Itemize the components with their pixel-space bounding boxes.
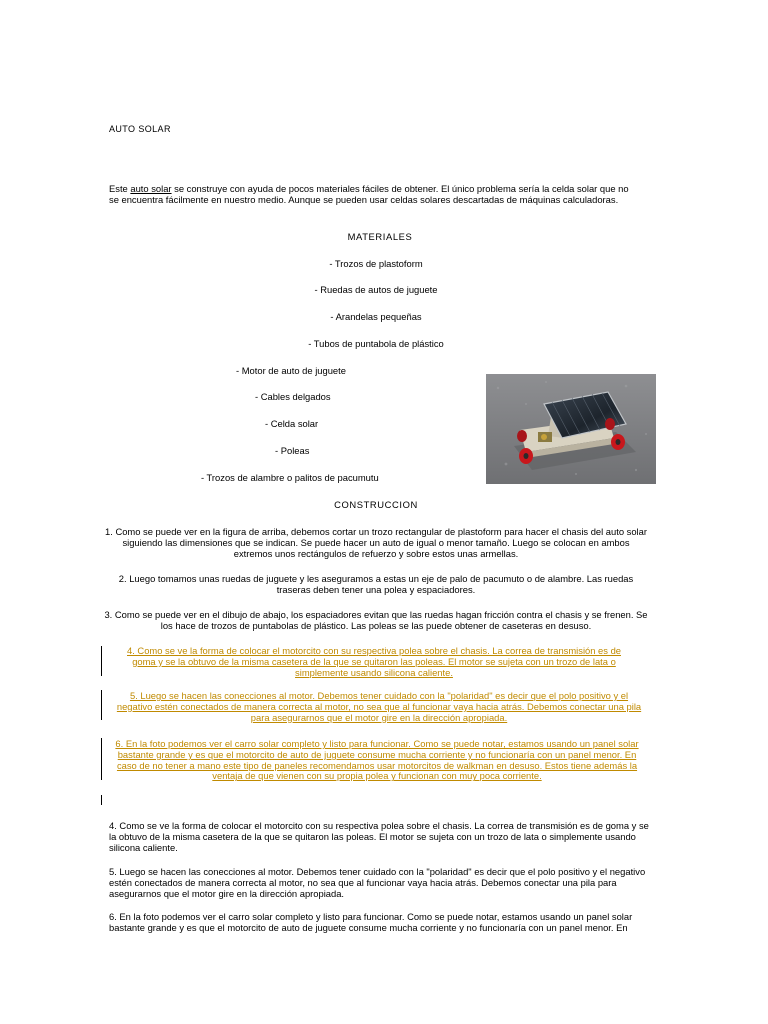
material-item: - Tubos de puntabola de plástico [308,338,444,349]
intro-paragraph [109,184,639,206]
material-item: - Cables delgados [255,391,331,402]
construccion-heading: CONSTRUCCION [334,499,418,510]
step-4: 4. Como se ve la forma de colocar el motorcito con su respectiva polea sobre el chasis. La correa de transmisión es de goma y se la obtuvo de la misma casetera de la que se quitaron las poleas. El motor se sujeta con un trozo de lata o simplemente usando silicona caliente. [109,820,649,853]
change-bar [101,690,102,720]
material-item: - Poleas [275,445,310,456]
material-item: - Trozos de alambre o palitos de pacumutu [201,472,379,483]
materiales-heading: MATERIALES [347,231,413,242]
intro-rest: se construye con ayuda de pocos materiales fáciles de obtener. El único problema sería la celda solar que no se encuentra fácilmente en nuestro medio. Aunque se pueden usar celdas solares descartadas de máquinas calculadoras. [109,183,629,205]
step-6-link[interactable]: 6. En la foto podemos ver el carro solar completo y listo para funcionar. Como se puede notar, estamos usando un panel solar bastante grande y es que el motorcito de auto de juguete consume mucha corriente y no funcionaría con un panel menor. En caso de no tener a mano este tipo de paneles recomendamos usar motorcitos de walkman en desuso. Estos tiene además la ventaja de que vienen con su propia polea y funcionan con muy poca corriente. [115,738,639,782]
step-5-link[interactable]: 5. Luego se hacen las conecciones al motor. Debemos tener cuidado con la "polaridad" es decir que el polo positivo y el negativo estén conectados de manera correcta al motor, no sea que al funcionar vaya hacia atrás. Debemos conectar una pila para asegurarnos que el motor gire en la dirección apropiada. [116,690,642,723]
step-1: 1. Como se puede ver en la figura de arriba, debemos cortar un trozo rectangular de plastoform para hacer el chasis del auto solar siguiendo las dimensiones que se indican. Se puede hacer un auto de igual o menor tamaño. Luego se colocan en ambos extremos unos rectángulos de refuerzo y sobre estos unas armellas. [105,526,647,559]
step-2: 2. Luego tomamos unas ruedas de juguete y les aseguramos a estas un eje de palo de pacumuto o de alambre. Las ruedas traseras deben tener una polea y espaciadores. [118,573,634,595]
auto-solar-link[interactable]: auto solar [130,183,172,194]
material-item: - Arandelas pequeñas [330,311,422,322]
step-4-link[interactable]: 4. Como se ve la forma de colocar el motorcito con su respectiva polea sobre el chasis. La correa de transmisión es de goma y se la obtuvo de la misma casetera de la que se quitaron las poleas. El motor se sujeta con un trozo de lata o simplemente usando silicona caliente. [127,645,621,678]
material-item: - Motor de auto de juguete [236,365,346,376]
change-bar [101,646,102,676]
step-3: 3. Como se puede ver en el dibujo de abajo, los espaciadores evitan que las ruedas hagan fricción contra el chasis y se frenen. Se los hace de trozos de puntabolas de plástico. Las poleas se las puede obtener de caseteras en desuso. [104,609,648,631]
step-5: 5. Luego se hacen las conecciones al motor. Debemos tener cuidado con la "polaridad" es decir que el polo positivo y el negativo estén conectados de manera correcta al motor, no sea que al funcionar vaya hacia atrás. Debemos conectar una pila para asegurarnos que el motor gire en la dirección apropiada. [109,866,646,899]
change-bar [101,795,102,805]
page-title: AUTO SOLAR [109,124,171,134]
change-bar [101,738,102,780]
step-6: 6. En la foto podemos ver el carro solar completo y listo para funcionar. Como se puede notar, estamos usando un panel solar bastante grande y es que el motorcito de auto de juguete consume mucha corriente y no funcionaría con un panel menor. En [109,911,633,933]
material-item: - Trozos de plastoform [329,258,423,269]
material-item: - Celda solar [265,418,319,429]
material-item: - Ruedas de autos de juguete [314,284,438,295]
solar-car-photo [486,374,656,484]
intro-prefix: Este [109,183,131,194]
